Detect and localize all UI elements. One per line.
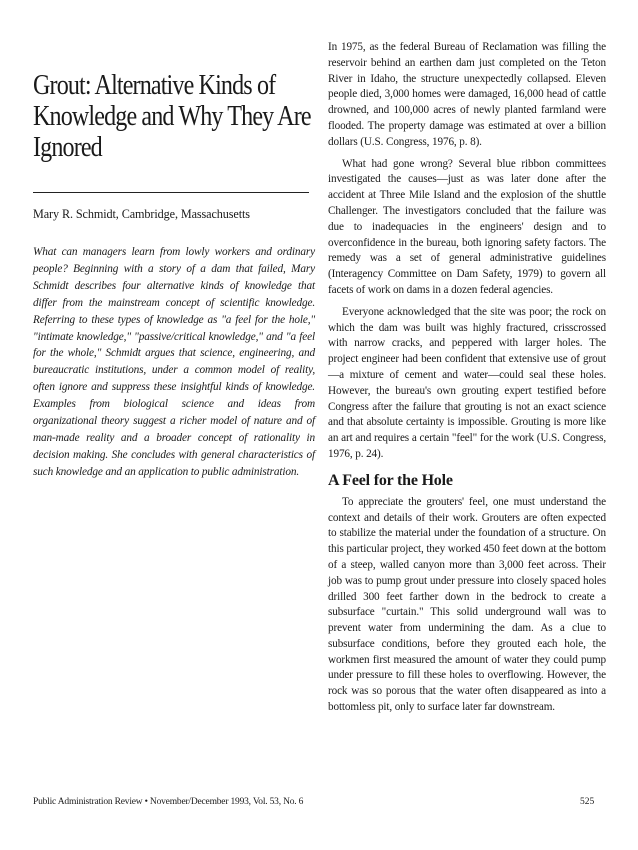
title-divider <box>33 192 309 193</box>
article-title: Grout: Alternative Kinds of Knowledge and Why They Are Ignored <box>33 70 311 163</box>
body-paragraph: To appreciate the grouters' feel, one must understand the context and details of their work. Grouters are often expected to stabilize the material under the foundation of a structure. On this particular project, they worked 450 feet down at the bottom of a steep, walled canyon more than 3,000 feet across. Their job was to pump grout under pressure into closely spaced holes drilled 300 feet farther down in the bedrock to create a subsurface "curtain." This solid underground wall was to prevent water from undermining the dam. As a clue to subsurface conditions, before they grouted each hole, the workmen first measured the amount of water they could pump under pressure to fill these holes to overflowing. However, the rock was so porous that the water often disappeared as into a bottomless pit, only to surface later far downstream. <box>328 495 606 714</box>
body-paragraph: In 1975, as the federal Bureau of Reclamation was filling the reservoir behind an earthen dam just completed on the Teton River in Idaho, the structure unexpectedly collapsed. Eleven people died, 3,000 homes were damaged, 16,000 head of cattle drowned, and 100,000 acres of newly planted farmland were flooded. The property damage was estimated at over a billion dollars (U.S. Congress, 1976, p. 8). <box>328 41 606 148</box>
body-paragraph: What had gone wrong? Several blue ribbon committees investigated the causes—just as was later done after the accident at Three Mile Island and the explosion of the shuttle Challenger. The investigators concluded that the failure was due to inadequacies in the engineers' design and to overconfidence in the bureau, both ignoring safety factors. The remedy was a set of general administrative guidelines (Interagency Committee on Dam Safety, 1979) to govern all facets of work on dams in a dozen federal agencies. <box>328 157 606 296</box>
author-line: Mary R. Schmidt, Cambridge, Massachusetts <box>33 207 250 221</box>
section-heading: A Feel for the Hole <box>328 471 453 489</box>
journal-citation: Public Administration Review • November/December 1993, Vol. 53, No. 6 <box>33 797 304 807</box>
title-block <box>33 70 313 163</box>
body-column <box>328 40 606 722</box>
page-number: 525 <box>580 797 595 807</box>
body-paragraph: Everyone acknowledged that the site was poor; the rock on which the dam was built was highly fractured, crisscrossed with narrow cracks, and peppered with larger holes. The project engineer had been confident that extensive use of grout—a mixture of cement and water—could seal these holes. However, the bureau's own grouting expert testified before Congress after the failure that grouting is not an exact science and that absolute certainty is impossible. Grouting is more like an art and requires a certain "feel" for the work (U.S. Congress, 1976, p. 24). <box>328 305 606 460</box>
abstract: What can managers learn from lowly workers and ordinary people? Beginning with a story of a dam that failed, Mary Schmidt describes four alternative kinds of knowledge that differ from the mainstream concept of scientific knowledge. Referring to these types of knowledge as "a feel for the hole," "intimate knowledge," "passive/critical knowledge," and "a feel for the whole," Schmidt argues that science, engineering, and bureaucratic institutions, under a common model of reality, often ignore and suppress these insightful kinds of knowledge. Examples from biological science and ideas from organizational theory suggest a richer model of nature and of man-made reality and a broader concept of rationality in decision making. She concludes with general characteristics of such knowledge and an application to public administration. <box>33 246 315 478</box>
